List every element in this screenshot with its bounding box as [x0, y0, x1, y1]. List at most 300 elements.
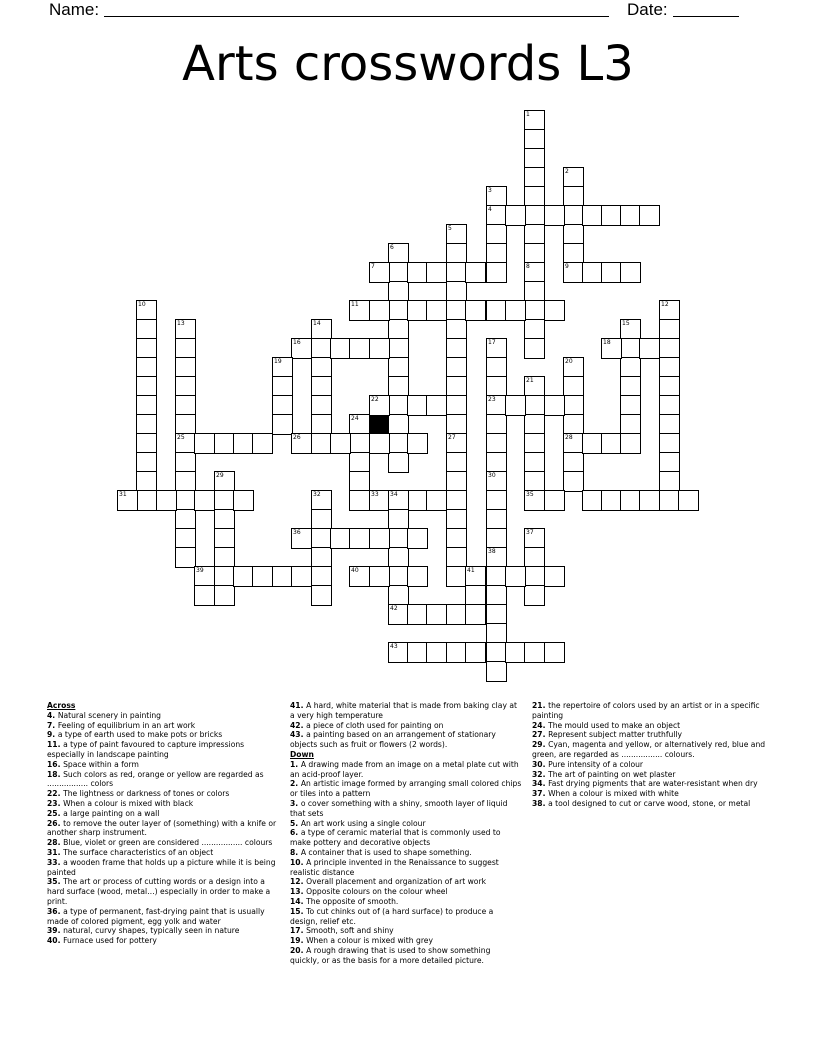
grid-cell[interactable]	[349, 528, 370, 549]
grid-cell[interactable]	[659, 338, 680, 359]
grid-cell[interactable]	[659, 319, 680, 340]
grid-cell[interactable]	[446, 357, 467, 378]
down-heading: Down	[290, 749, 314, 759]
grid-cell[interactable]	[388, 319, 409, 340]
clue-item-number: 31.	[47, 847, 64, 857]
grid-cell[interactable]	[678, 490, 699, 511]
grid-cell[interactable]	[524, 129, 545, 150]
grid-cell[interactable]	[601, 433, 622, 454]
grid-cell[interactable]	[311, 509, 332, 530]
name-line[interactable]	[104, 16, 609, 17]
date-label: Date:	[627, 0, 668, 19]
grid-cell[interactable]	[426, 300, 447, 321]
grid-cell[interactable]	[544, 566, 565, 587]
grid-cell[interactable]	[426, 642, 447, 663]
clue-number: 6	[390, 244, 394, 251]
grid-cell[interactable]	[388, 566, 409, 587]
grid-cell[interactable]	[175, 357, 196, 378]
grid-cell[interactable]	[446, 395, 467, 416]
grid-cell[interactable]	[563, 452, 584, 473]
grid-cell[interactable]	[505, 642, 526, 663]
grid-cell[interactable]	[524, 167, 545, 188]
grid-cell[interactable]	[620, 338, 641, 359]
clue-number: 14	[313, 320, 321, 327]
grid-cell[interactable]	[486, 490, 507, 511]
grid-cell[interactable]	[563, 395, 584, 416]
grid-cell[interactable]	[505, 205, 526, 226]
clue-number: 16	[293, 339, 301, 346]
grid-cell[interactable]	[388, 547, 409, 568]
grid-cell[interactable]	[486, 623, 507, 644]
grid-cell[interactable]	[563, 376, 584, 397]
grid-cell[interactable]	[446, 452, 467, 473]
grid-cell[interactable]	[524, 452, 545, 473]
grid-cell[interactable]	[407, 300, 428, 321]
clue-item-text: a type of permanent, fast-drying paint that is usually made of colored pigment, egg yolk and water	[47, 906, 265, 926]
grid-cell[interactable]	[272, 566, 293, 587]
grid-cell[interactable]	[659, 490, 680, 511]
clue-item-number: 26.	[47, 818, 64, 828]
grid-cell[interactable]	[369, 300, 390, 321]
grid-cell[interactable]	[620, 490, 641, 511]
clue-item-number: 43.	[290, 730, 307, 740]
grid-cell[interactable]	[388, 300, 409, 321]
grid-cell[interactable]	[601, 205, 622, 226]
grid-cell[interactable]	[639, 205, 660, 226]
clue-number: 27	[448, 434, 456, 441]
grid-cell[interactable]	[233, 490, 254, 511]
clue-item-text: Feeling of equilibrium in an art work	[57, 720, 196, 730]
grid-cell[interactable]	[330, 433, 351, 454]
grid-cell[interactable]	[582, 205, 603, 226]
clue-item-text: Furnace used for pottery	[63, 936, 157, 946]
grid-cell[interactable]	[369, 566, 390, 587]
grid-cell[interactable]	[311, 585, 332, 606]
grid-cell[interactable]	[214, 509, 235, 530]
clue-item	[290, 819, 522, 829]
grid-cell[interactable]	[524, 243, 545, 264]
grid-cell[interactable]	[486, 262, 507, 283]
grid-cell[interactable]	[563, 471, 584, 492]
clue-item-text: Blue, violet or green are considered ................. colours	[63, 838, 273, 848]
grid-cell[interactable]	[486, 452, 507, 473]
grid-cell[interactable]	[465, 300, 486, 321]
grid-cell[interactable]	[465, 642, 486, 663]
grid-cell[interactable]	[563, 224, 584, 245]
grid-cell[interactable]	[601, 262, 622, 283]
clue-item-number: 5.	[290, 818, 301, 828]
grid-cell[interactable]	[563, 186, 584, 207]
grid-cell[interactable]	[620, 433, 641, 454]
grid-cell[interactable]	[486, 509, 507, 530]
grid-cell[interactable]	[272, 395, 293, 416]
grid-cell[interactable]	[446, 376, 467, 397]
clue-item-number: 7.	[47, 720, 58, 730]
grid-cell[interactable]	[214, 433, 235, 454]
clue-item-text: the repertoire of colors used by an artist or in a specific painting	[532, 701, 760, 720]
grid-cell[interactable]	[620, 357, 641, 378]
grid-cell[interactable]	[252, 566, 273, 587]
clue-number: 35	[526, 491, 534, 498]
clue-number: 19	[274, 358, 282, 365]
grid-cell[interactable]	[563, 205, 584, 226]
grid-cell[interactable]	[311, 357, 332, 378]
grid-cell[interactable]	[175, 452, 196, 473]
clue-number: 24	[351, 415, 359, 422]
grid-cell[interactable]	[407, 566, 428, 587]
grid-cell[interactable]	[407, 490, 428, 511]
grid-cell[interactable]	[311, 528, 332, 549]
grid-cell[interactable]	[426, 490, 447, 511]
grid-cell[interactable]	[524, 281, 545, 302]
grid-cell[interactable]	[349, 471, 370, 492]
clue-number: 7	[371, 263, 375, 270]
clue-item-text: a type of paint favoured to capture impressions especially in landscape painting	[47, 740, 245, 759]
clue-number: 17	[488, 339, 496, 346]
clue-number: 4	[488, 206, 492, 213]
grid-cell[interactable]	[486, 604, 507, 625]
grid-cell[interactable]	[311, 414, 332, 435]
clue-item-text: Fast drying pigments that are water-resistant when dry	[548, 779, 758, 789]
clue-item	[47, 760, 279, 770]
grid-cell[interactable]	[544, 205, 565, 226]
grid-cell[interactable]	[407, 642, 428, 663]
grid-cell[interactable]	[194, 433, 215, 454]
grid-cell[interactable]	[446, 509, 467, 530]
grid-cell[interactable]	[659, 452, 680, 473]
grid-cell[interactable]	[524, 338, 545, 359]
grid-cell[interactable]	[486, 224, 507, 245]
grid-cell[interactable]	[544, 490, 565, 511]
clue-item-text: An artistic image formed by arranging small colored chips or tiles into a pattern	[290, 779, 522, 799]
grid-cell[interactable]	[563, 414, 584, 435]
grid-cell[interactable]	[620, 205, 641, 226]
grid-cell[interactable]	[524, 566, 545, 587]
grid-cell[interactable]	[175, 376, 196, 397]
clue-number: 41	[467, 567, 475, 574]
grid-cell[interactable]	[486, 642, 507, 663]
grid-cell[interactable]	[136, 433, 157, 454]
grid-cell[interactable]	[175, 509, 196, 530]
grid-cell[interactable]	[524, 585, 545, 606]
grid-cell[interactable]	[156, 490, 177, 511]
grid-cell[interactable]	[175, 471, 196, 492]
clue-number: 5	[448, 225, 452, 232]
grid-cell[interactable]	[136, 338, 157, 359]
grid-cell[interactable]	[388, 433, 409, 454]
clue-item-number: 1.	[290, 759, 301, 769]
clue-number: 39	[196, 567, 204, 574]
grid-cell[interactable]	[426, 604, 447, 625]
grid-cell[interactable]	[291, 566, 312, 587]
grid-cell[interactable]	[388, 262, 409, 283]
grid-cell[interactable]	[194, 490, 215, 511]
grid-cell[interactable]	[446, 300, 467, 321]
grid-cell[interactable]	[407, 433, 428, 454]
grid-cell[interactable]	[311, 547, 332, 568]
grid-cell[interactable]	[136, 319, 157, 340]
grid-cell[interactable]	[659, 357, 680, 378]
grid-cell[interactable]	[446, 243, 467, 264]
clue-item-text: A principle invented in the Renaissance to suggest realistic distance	[290, 857, 499, 877]
clue-item-text: a wooden frame that holds up a picture while it is being painted	[47, 857, 276, 877]
clue-item	[532, 721, 768, 731]
clue-item	[47, 770, 279, 790]
grid-cell[interactable]	[446, 471, 467, 492]
grid-cell[interactable]	[659, 414, 680, 435]
grid-cell[interactable]	[175, 338, 196, 359]
clue-item	[290, 887, 522, 897]
grid-cell[interactable]	[601, 490, 622, 511]
grid-cell[interactable]	[582, 490, 603, 511]
grid-cell[interactable]	[407, 262, 428, 283]
grid-cell[interactable]	[582, 433, 603, 454]
grid-cell[interactable]	[620, 414, 641, 435]
grid-cell[interactable]	[369, 433, 390, 454]
clue-item	[532, 701, 768, 721]
grid-cell[interactable]	[407, 528, 428, 549]
grid-cell[interactable]	[446, 414, 467, 435]
clue-item-number: 8.	[290, 847, 301, 857]
grid-cell[interactable]	[446, 604, 467, 625]
grid-cell[interactable]	[330, 528, 351, 549]
clue-item	[532, 760, 768, 770]
grid-block-cell	[369, 414, 390, 435]
date-line[interactable]	[673, 16, 739, 17]
clue-item-text: When a colour is mixed with white	[548, 789, 679, 799]
clue-item	[290, 936, 522, 946]
grid-cell[interactable]	[524, 433, 545, 454]
grid-cell[interactable]	[486, 433, 507, 454]
grid-cell[interactable]	[505, 300, 526, 321]
grid-cell[interactable]	[388, 452, 409, 473]
grid-cell[interactable]	[620, 376, 641, 397]
grid-cell[interactable]	[175, 490, 196, 511]
grid-cell[interactable]	[524, 224, 545, 245]
clue-item-number: 28.	[47, 838, 64, 848]
grid-cell[interactable]	[544, 395, 565, 416]
clue-item-text: The mould used to make an object	[548, 720, 681, 730]
clue-item-number: 9.	[47, 730, 58, 740]
grid-cell[interactable]	[524, 186, 545, 207]
clue-item-number: 12.	[290, 877, 307, 887]
grid-cell[interactable]	[311, 376, 332, 397]
clue-number: 1	[526, 111, 530, 118]
clue-number: 23	[488, 396, 496, 403]
grid-cell[interactable]	[582, 262, 603, 283]
clue-item-text: Overall placement and organization of art work	[306, 877, 486, 887]
grid-cell[interactable]	[388, 357, 409, 378]
clue-item-text: Opposite colours on the colour wheel	[306, 887, 448, 897]
grid-cell[interactable]	[659, 433, 680, 454]
grid-cell[interactable]	[524, 414, 545, 435]
clue-number: 26	[293, 434, 301, 441]
grid-cell[interactable]	[446, 642, 467, 663]
clue-number: 18	[603, 339, 611, 346]
clue-item-text: When a colour is mixed with grey	[306, 936, 433, 946]
grid-cell[interactable]	[659, 395, 680, 416]
grid-cell[interactable]	[639, 490, 660, 511]
grid-cell[interactable]	[175, 395, 196, 416]
grid-cell[interactable]	[175, 414, 196, 435]
clue-item-number: 40.	[47, 936, 64, 946]
grid-cell[interactable]	[639, 338, 660, 359]
name-label: Name:	[49, 0, 100, 19]
grid-cell[interactable]	[446, 566, 467, 587]
grid-cell[interactable]	[486, 357, 507, 378]
grid-cell[interactable]	[446, 262, 467, 283]
grid-cell[interactable]	[446, 319, 467, 340]
grid-cell[interactable]	[524, 547, 545, 568]
grid-cell[interactable]	[620, 262, 641, 283]
grid-cell[interactable]	[486, 661, 507, 682]
clue-item-text: An art work using a single colour	[300, 818, 426, 828]
grid-cell[interactable]	[349, 452, 370, 473]
grid-cell[interactable]	[388, 338, 409, 359]
grid-cell[interactable]	[214, 566, 235, 587]
clue-item	[290, 779, 522, 799]
grid-cell[interactable]	[175, 547, 196, 568]
grid-cell[interactable]	[311, 433, 332, 454]
clue-item	[290, 799, 522, 819]
grid-cell[interactable]	[272, 376, 293, 397]
clue-item-text: The surface characteristics of an object	[63, 847, 214, 857]
clue-item-number: 30.	[532, 759, 549, 769]
grid-cell[interactable]	[136, 395, 157, 416]
grid-cell[interactable]	[175, 528, 196, 549]
grid-cell[interactable]	[524, 205, 545, 226]
grid-cell[interactable]	[446, 547, 467, 568]
clue-item-number: 25.	[47, 808, 64, 818]
grid-cell[interactable]	[465, 585, 486, 606]
grid-cell[interactable]	[426, 395, 447, 416]
grid-cell[interactable]	[524, 471, 545, 492]
clue-item-number: 35.	[47, 877, 64, 887]
grid-cell[interactable]	[524, 642, 545, 663]
clue-number: 21	[526, 377, 534, 384]
grid-cell[interactable]	[486, 585, 507, 606]
grid-cell[interactable]	[388, 509, 409, 530]
grid-cell[interactable]	[659, 376, 680, 397]
grid-cell[interactable]	[620, 395, 641, 416]
grid-cell[interactable]	[388, 281, 409, 302]
grid-cell[interactable]	[486, 528, 507, 549]
grid-cell[interactable]	[214, 490, 235, 511]
grid-cell[interactable]	[233, 433, 254, 454]
clue-item	[290, 907, 522, 927]
clue-number: 9	[565, 263, 569, 270]
grid-cell[interactable]	[446, 338, 467, 359]
clue-item	[47, 721, 279, 731]
grid-cell[interactable]	[563, 243, 584, 264]
clue-number: 30	[488, 472, 496, 479]
grid-cell[interactable]	[446, 528, 467, 549]
grid-cell[interactable]	[388, 528, 409, 549]
clue-item-text: Space within a form	[63, 759, 139, 769]
grid-cell[interactable]	[214, 585, 235, 606]
grid-cell[interactable]	[486, 300, 507, 321]
grid-cell[interactable]	[388, 414, 409, 435]
grid-cell[interactable]	[659, 471, 680, 492]
grid-cell[interactable]	[136, 452, 157, 473]
clue-number: 31	[119, 491, 127, 498]
grid-cell[interactable]	[311, 566, 332, 587]
clue-number: 15	[622, 320, 630, 327]
grid-cell[interactable]	[505, 566, 526, 587]
grid-cell[interactable]	[505, 395, 526, 416]
grid-cell[interactable]	[426, 262, 447, 283]
grid-cell[interactable]	[272, 414, 293, 435]
clue-item-text: The lightness or darkness of tones or colors	[63, 789, 230, 799]
grid-cell[interactable]	[369, 528, 390, 549]
grid-cell[interactable]	[524, 395, 545, 416]
grid-cell[interactable]	[330, 338, 351, 359]
clue-number: 29	[216, 472, 224, 479]
grid-cell[interactable]	[349, 338, 370, 359]
grid-cell[interactable]	[446, 490, 467, 511]
clue-number: 11	[351, 301, 359, 308]
grid-cell[interactable]	[524, 319, 545, 340]
grid-cell[interactable]	[349, 490, 370, 511]
grid-cell[interactable]	[524, 148, 545, 169]
grid-cell[interactable]	[136, 376, 157, 397]
clue-item-text: The art or process of cutting words or a design into a hard surface (wood, metal…) especially in order to make a print.	[47, 877, 271, 906]
grid-cell[interactable]	[252, 433, 273, 454]
grid-cell[interactable]	[486, 243, 507, 264]
grid-cell[interactable]	[214, 528, 235, 549]
grid-cell[interactable]	[544, 300, 565, 321]
grid-cell[interactable]	[486, 414, 507, 435]
clue-item	[290, 946, 522, 966]
grid-cell[interactable]	[407, 395, 428, 416]
grid-cell[interactable]	[311, 395, 332, 416]
clue-item-number: 23.	[47, 798, 64, 808]
grid-cell[interactable]	[136, 357, 157, 378]
grid-cell[interactable]	[214, 547, 235, 568]
grid-cell[interactable]	[388, 395, 409, 416]
clue-item-number: 38.	[532, 798, 549, 808]
clue-item-number: 11.	[47, 740, 64, 750]
clue-item	[47, 926, 279, 936]
grid-cell[interactable]	[465, 604, 486, 625]
grid-cell[interactable]	[407, 604, 428, 625]
grid-cell[interactable]	[388, 376, 409, 397]
clues-column-3	[532, 701, 768, 809]
clue-item-text: a type of ceramic material that is commonly used to make pottery and decorative objects	[290, 828, 501, 848]
grid-cell[interactable]	[194, 585, 215, 606]
grid-cell[interactable]	[486, 376, 507, 397]
grid-cell[interactable]	[486, 566, 507, 587]
clue-item-number: 39.	[47, 926, 64, 936]
clue-number: 42	[390, 605, 398, 612]
clue-item-number: 18.	[47, 769, 64, 779]
clue-item-number: 34.	[532, 779, 549, 789]
grid-cell[interactable]	[136, 471, 157, 492]
grid-cell[interactable]	[233, 566, 254, 587]
grid-cell[interactable]	[349, 433, 370, 454]
grid-cell[interactable]	[524, 300, 545, 321]
clue-item-text: Pure intensity of a colour	[548, 759, 644, 769]
clue-item	[47, 711, 279, 721]
grid-cell[interactable]	[311, 338, 332, 359]
grid-cell[interactable]	[369, 338, 390, 359]
grid-cell[interactable]	[465, 262, 486, 283]
grid-cell[interactable]	[136, 490, 157, 511]
grid-cell[interactable]	[446, 281, 467, 302]
grid-cell[interactable]	[136, 414, 157, 435]
grid-cell[interactable]	[388, 585, 409, 606]
grid-cell[interactable]	[544, 642, 565, 663]
